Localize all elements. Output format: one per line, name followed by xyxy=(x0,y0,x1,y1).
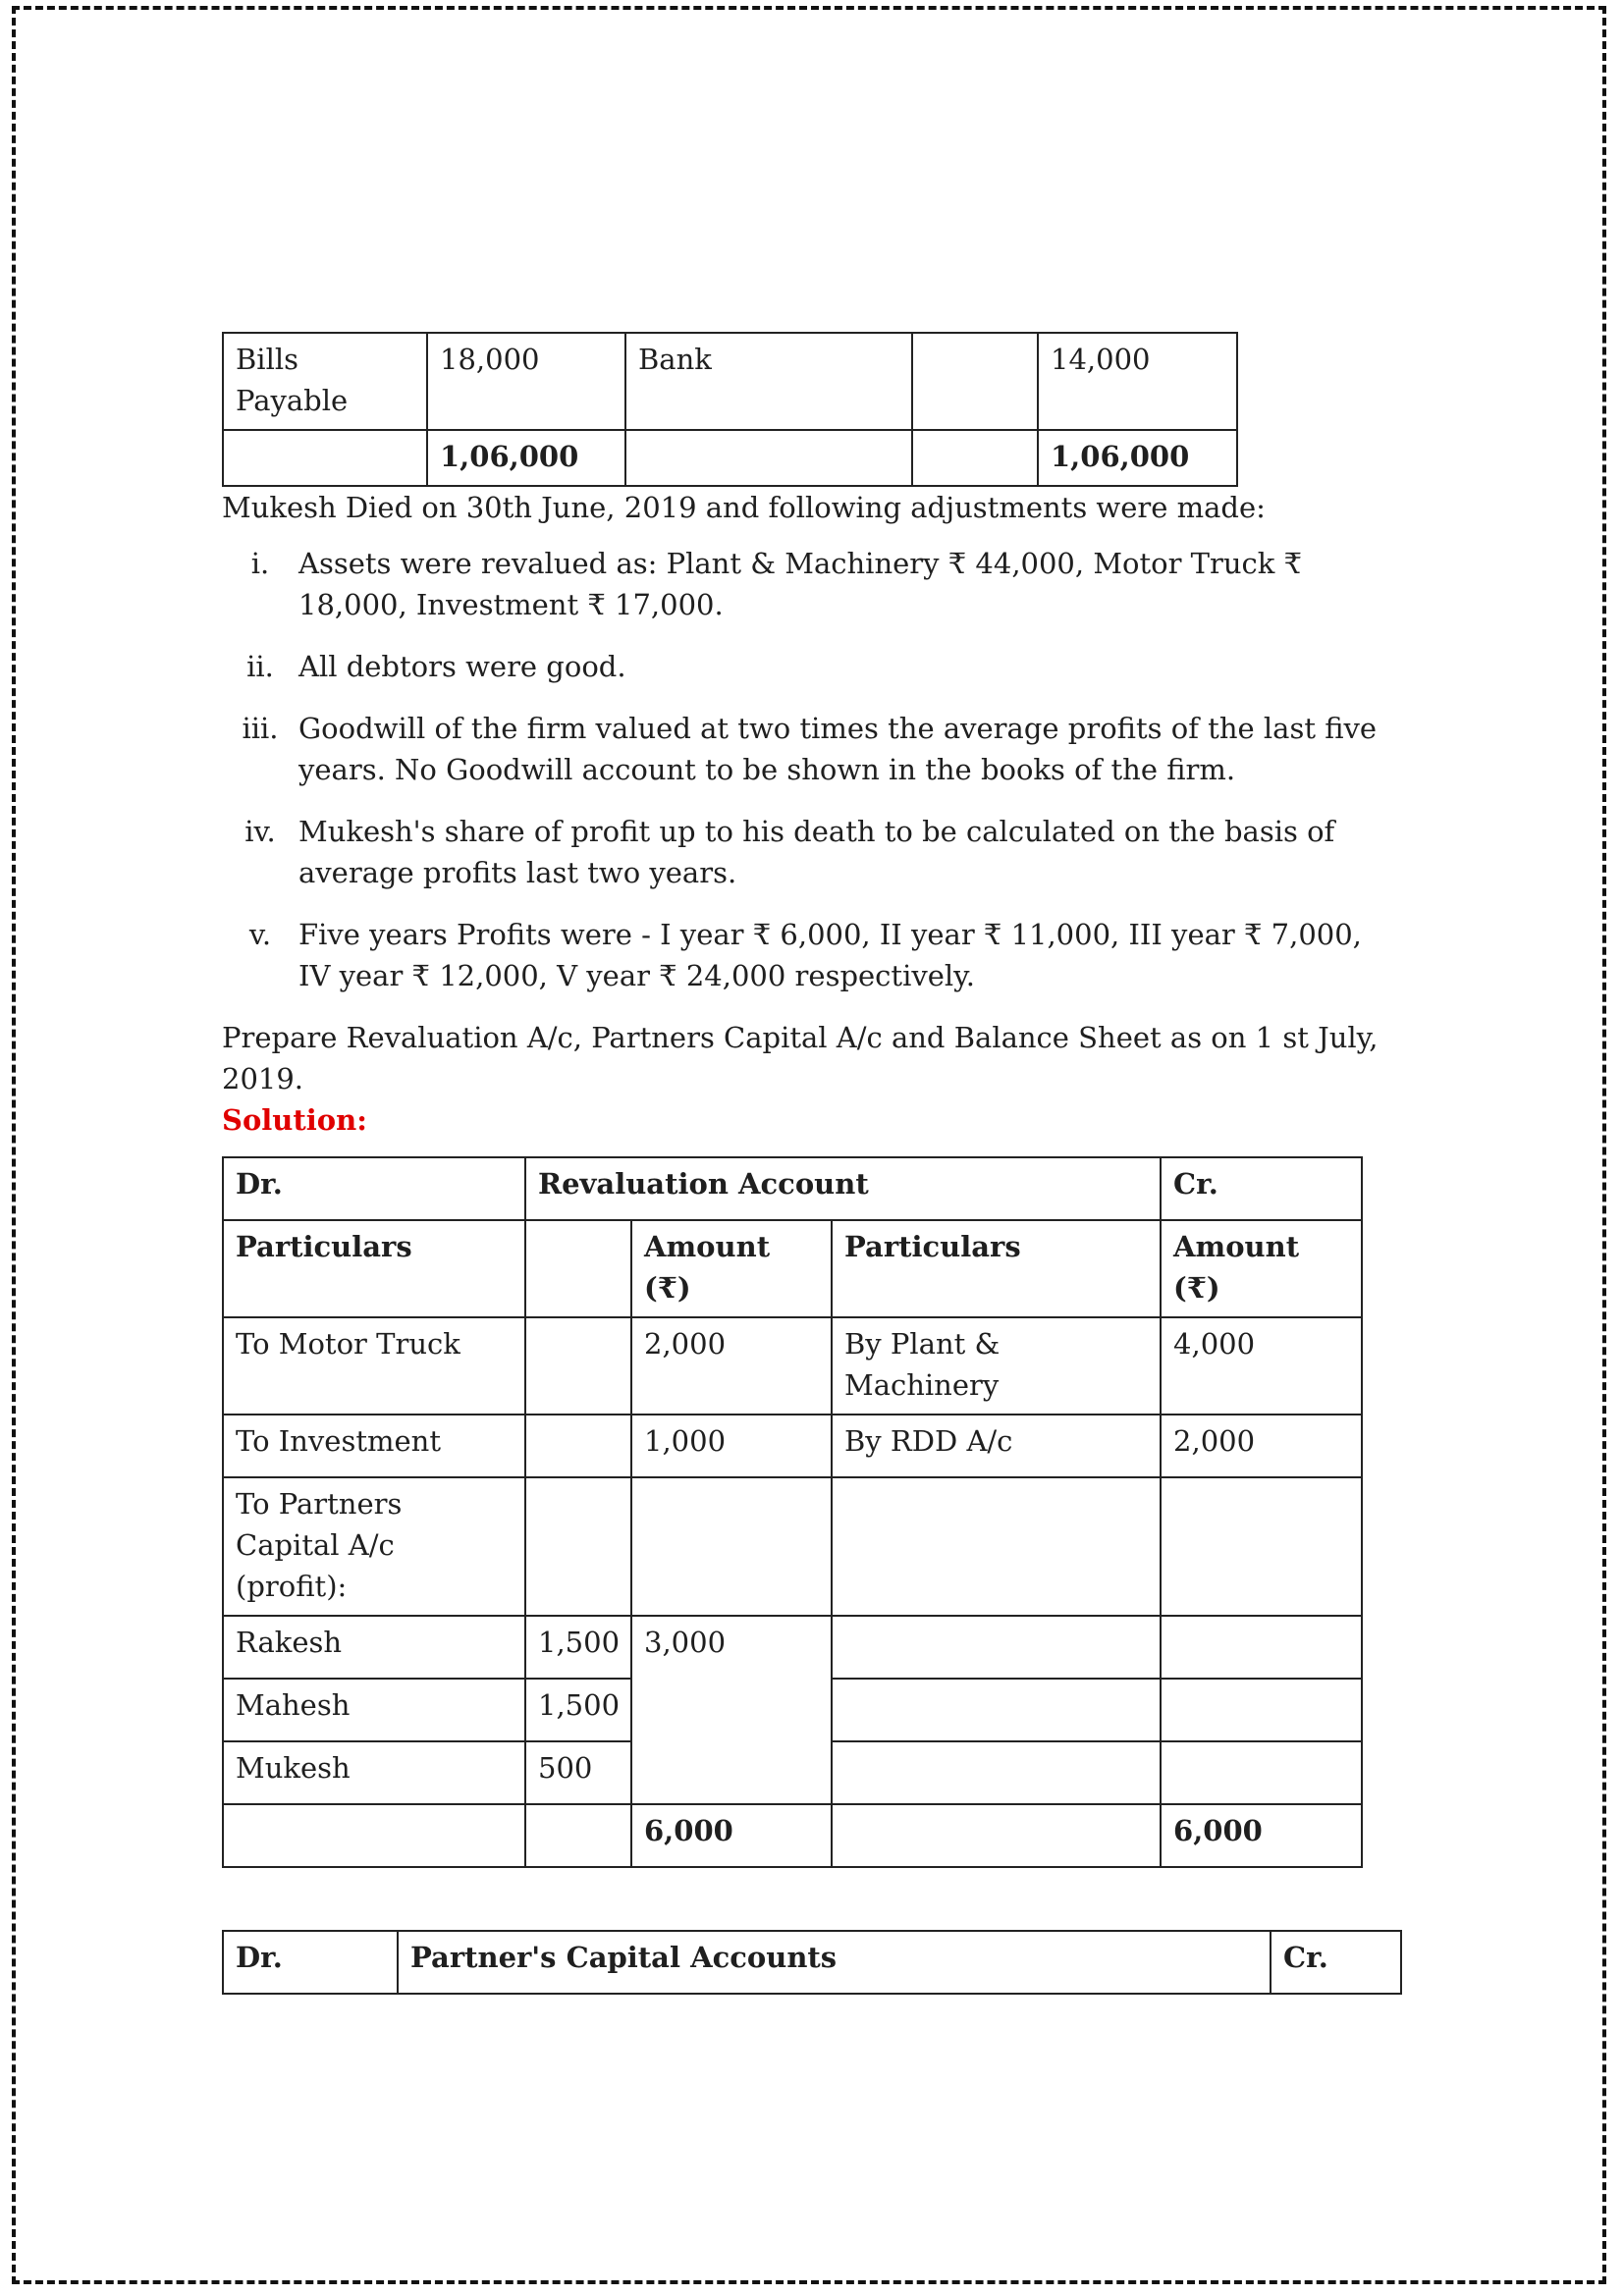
list-number: v. xyxy=(248,918,272,951)
dr-sub-amount xyxy=(525,1317,631,1415)
list-number: iii. xyxy=(242,712,279,745)
partner-share: 1,500 xyxy=(525,1616,631,1679)
balance-sheet-tail-table xyxy=(222,332,1238,487)
column-header: Amount (₹) xyxy=(631,1220,832,1317)
document-content xyxy=(222,332,1400,1995)
bs-cell xyxy=(223,430,427,486)
total-row xyxy=(223,1804,1362,1867)
account-title: Revaluation Account xyxy=(525,1157,1161,1220)
total-dr: 6,000 xyxy=(631,1804,832,1867)
bs-cell xyxy=(912,430,1038,486)
cr-particular xyxy=(832,1679,1161,1741)
cr-particular: By RDD A/c xyxy=(832,1415,1161,1477)
cr-particular xyxy=(832,1741,1161,1804)
column-header: Particulars xyxy=(832,1220,1161,1317)
partner-name: Mahesh xyxy=(223,1679,525,1741)
list-item xyxy=(222,708,1400,790)
cr-amount xyxy=(1161,1679,1362,1741)
revaluation-account-table xyxy=(222,1156,1363,1868)
column-header: Particulars xyxy=(223,1220,525,1317)
dr-label: Dr. xyxy=(223,1931,398,1994)
dr-sub-amount xyxy=(525,1477,631,1616)
list-item xyxy=(222,811,1400,893)
partner-name: Mukesh xyxy=(223,1741,525,1804)
dr-sub-amount xyxy=(525,1415,631,1477)
column-header-blank xyxy=(525,1220,631,1317)
column-header: Amount (₹) xyxy=(1161,1220,1362,1317)
bs-cell: 14,000 xyxy=(1038,333,1237,430)
list-text: Five years Profits were - I year ₹ 6,000, II year ₹ 11,000, III year ₹ 7,000, IV year ₹ 12,000, V year ₹ 24,000 respectively. xyxy=(298,918,1362,992)
cr-label: Cr. xyxy=(1271,1931,1401,1994)
bs-cell xyxy=(912,333,1038,430)
cr-amount xyxy=(1161,1616,1362,1679)
dr-particular: To Investment xyxy=(223,1415,525,1477)
bs-cell: 18,000 xyxy=(427,333,625,430)
blank-cell xyxy=(525,1804,631,1867)
bs-cell xyxy=(625,430,912,486)
partners-total: 3,000 xyxy=(631,1616,832,1804)
partner-share: 1,500 xyxy=(525,1679,631,1741)
capital-accounts-header-table xyxy=(222,1930,1402,1995)
blank-cell xyxy=(223,1804,525,1867)
bs-total-liabilities: 1,06,000 xyxy=(427,430,625,486)
cr-particular xyxy=(832,1477,1161,1616)
partner-share: 500 xyxy=(525,1741,631,1804)
dr-label: Dr. xyxy=(223,1157,525,1220)
cr-amount: 2,000 xyxy=(1161,1415,1362,1477)
dr-amount: 1,000 xyxy=(631,1415,832,1477)
list-item xyxy=(222,646,1400,687)
account-title: Partner's Capital Accounts xyxy=(398,1931,1271,1994)
list-text: Goodwill of the firm valued at two times the average profits of the last five years. No Goodwill account to be shown in the books of the firm. xyxy=(298,712,1378,786)
list-text: Assets were revalued as: Plant & Machinery ₹ 44,000, Motor Truck ₹ 18,000, Investment ₹ 17,000. xyxy=(298,547,1303,621)
list-number: ii. xyxy=(246,650,274,683)
total-cr: 6,000 xyxy=(1161,1804,1362,1867)
column-header-row xyxy=(223,1220,1362,1317)
cr-particular: By Plant & Machinery xyxy=(832,1317,1161,1415)
table-row xyxy=(223,333,1237,430)
dr-particular: To Motor Truck xyxy=(223,1317,525,1415)
blank-cell xyxy=(832,1804,1161,1867)
table-row xyxy=(223,1317,1362,1415)
solution-heading: Solution: xyxy=(222,1103,367,1137)
intro-text: Mukesh Died on 30th June, 2019 and following adjustments were made: xyxy=(222,491,1266,524)
table-row xyxy=(223,1415,1362,1477)
dr-amount xyxy=(631,1477,832,1616)
table-row-total xyxy=(223,430,1237,486)
dr-amount: 2,000 xyxy=(631,1317,832,1415)
list-number: iv. xyxy=(244,815,276,848)
cr-particular xyxy=(832,1616,1161,1679)
list-text: Mukesh's share of profit up to his death to be calculated on the basis of average profits last two years. xyxy=(298,815,1335,889)
account-header-row xyxy=(223,1157,1362,1220)
dr-particular: To Partners Capital A/c (profit): xyxy=(223,1477,525,1616)
cr-label: Cr. xyxy=(1161,1157,1362,1220)
question-text: Prepare Revaluation A/c, Partners Capital A/c and Balance Sheet as on 1 st July, 2019. xyxy=(222,1021,1379,1095)
list-item xyxy=(222,914,1400,996)
bs-cell: Bills Payable xyxy=(223,333,427,430)
adjustments-list xyxy=(222,543,1400,996)
cr-amount xyxy=(1161,1741,1362,1804)
list-item xyxy=(222,543,1400,625)
list-text: All debtors were good. xyxy=(298,650,626,683)
cr-amount: 4,000 xyxy=(1161,1317,1362,1415)
account-header-row xyxy=(223,1931,1401,1994)
bs-cell: Bank xyxy=(625,333,912,430)
bs-total-assets: 1,06,000 xyxy=(1038,430,1237,486)
table-row xyxy=(223,1477,1362,1616)
cr-amount xyxy=(1161,1477,1362,1616)
partner-row xyxy=(223,1616,1362,1679)
list-number: i. xyxy=(250,547,270,580)
partner-name: Rakesh xyxy=(223,1616,525,1679)
